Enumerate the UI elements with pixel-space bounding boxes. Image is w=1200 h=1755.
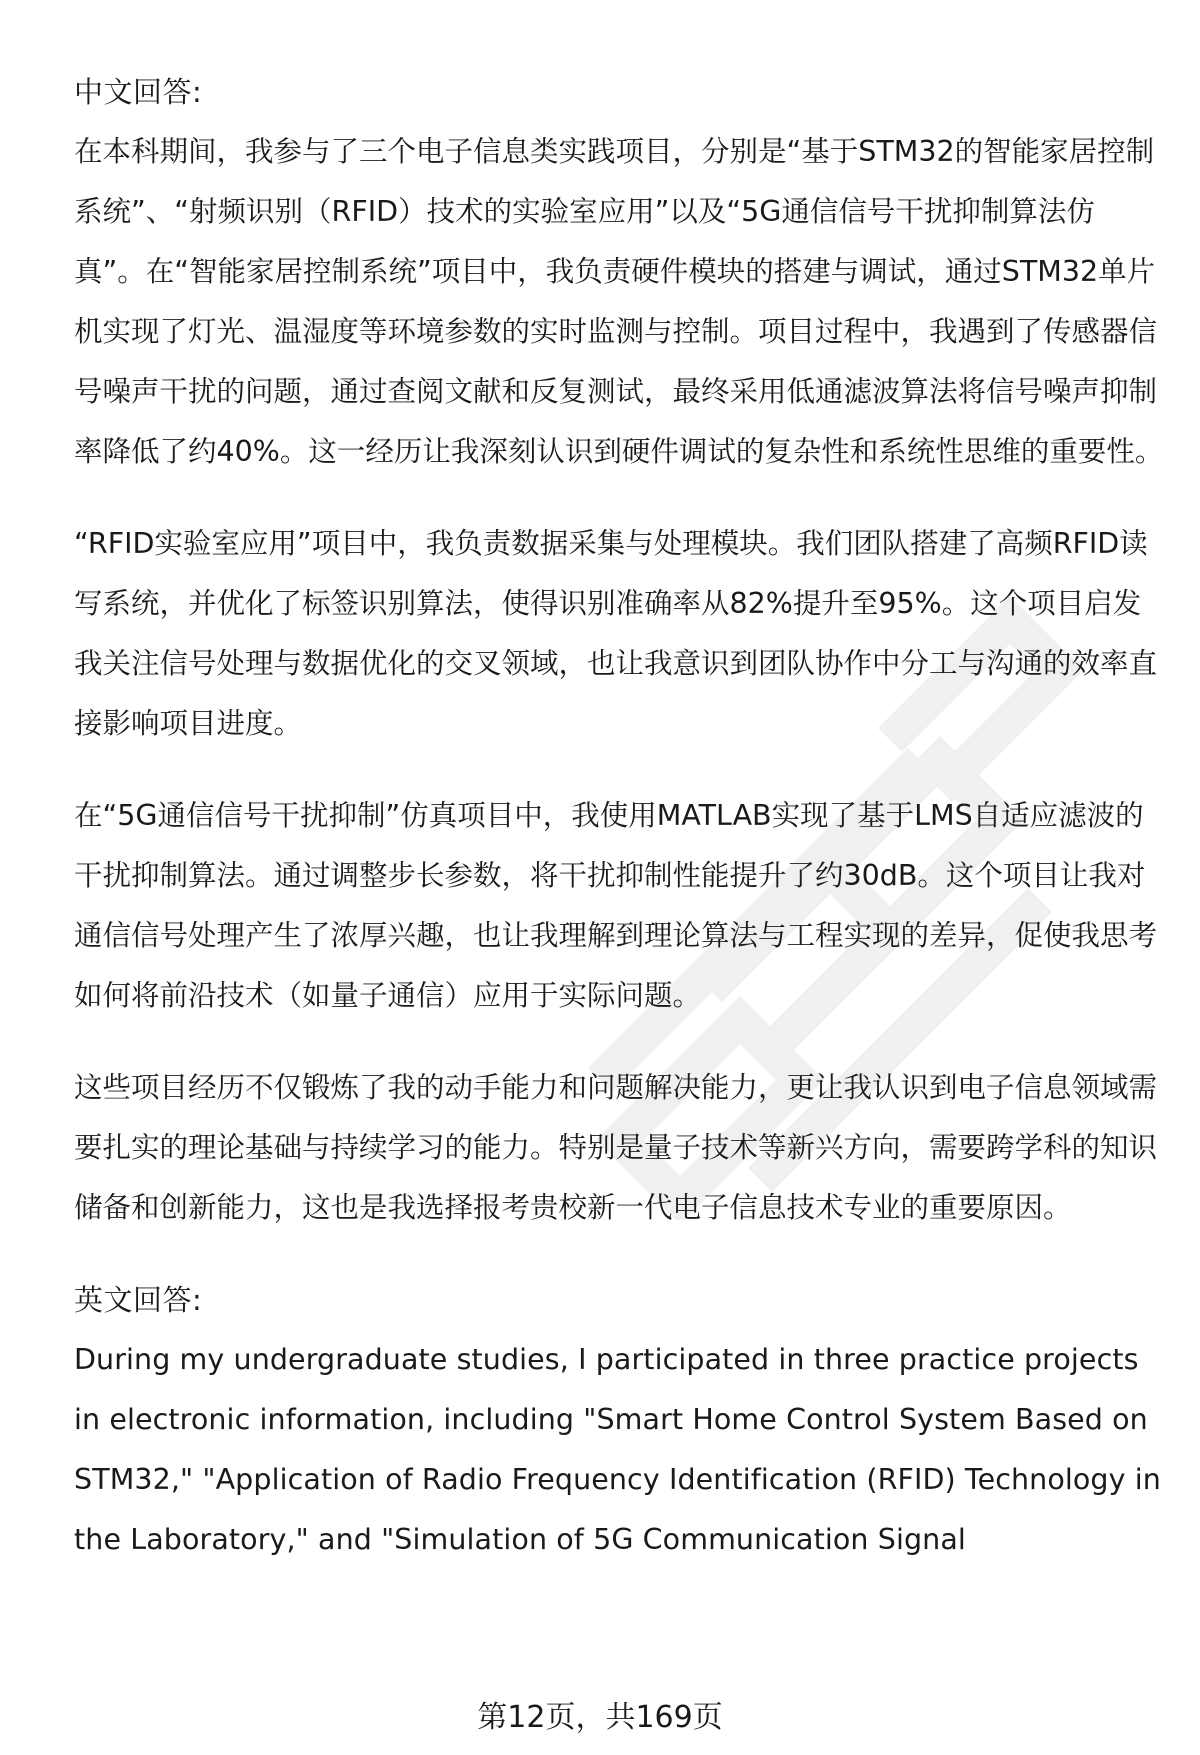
chinese-answer-heading: 中文回答: [74, 75, 203, 109]
chinese-paragraph-2: “RFID实验室应用”项目中，我负责数据采集与处理模块。我们团队搭建了高频RFID读写系统，并优化了标签识别算法，使得识别准确率从82%提升至95%。这个项目启发我关注信号处理与数据优化的交叉领域，也让我意识到团队协作中分工与沟通的效率直接影响项目进度。 [74, 527, 1158, 740]
english-paragraph-1: During my undergraduate studies, I participated in three practice projects in electronic information, including "Smart Home Control System Based on STM32," "Application of Radio Frequency Identification (RFID) Technology in the Laboratory," and "Simulation of 5G Communication Signal [74, 1343, 1161, 1556]
english-answer-heading: 英文回答: [74, 1283, 203, 1317]
chinese-paragraph-4: 这些项目经历不仅锻炼了我的动手能力和问题解决能力，更让我认识到电子信息领域需要扎实的理论基础与持续学习的能力。特别是量子技术等新兴方向，需要跨学科的知识储备和创新能力，这也是我选择报考贵校新一代电子信息技术专业的重要原因。 [74, 1071, 1158, 1224]
page-number-footer: 第12页，共169页 [477, 1700, 723, 1735]
document-body [74, 62, 1164, 1570]
chinese-paragraph-1: 在本科期间，我参与了三个电子信息类实践项目，分别是“基于STM32的智能家居控制系统”、“射频识别（RFID）技术的实验室应用”以及“5G通信信号干扰抑制算法仿真”。在“智能家居控制系统”项目中，我负责硬件模块的搭建与调试，通过STM32单片机实现了灯光、温湿度等环境参数的实时监测与控制。项目过程中，我遇到了传感器信号噪声干扰的问题，通过查阅文献和反复测试，最终采用低通滤波算法将信号噪声抑制率降低了约40%。这一经历让我深刻认识到硬件调试的复杂性和系统性思维的重要性。 [74, 135, 1164, 468]
chinese-paragraph-3: 在“5G通信信号干扰抑制”仿真项目中，我使用MATLAB实现了基于LMS自适应滤波的干扰抑制算法。通过调整步长参数，将干扰抑制性能提升了约30dB。这个项目让我对通信信号处理产生了浓厚兴趣，也让我理解到理论算法与工程实现的差异，促使我思考如何将前沿技术（如量子通信）应用于实际问题。 [74, 799, 1158, 1012]
